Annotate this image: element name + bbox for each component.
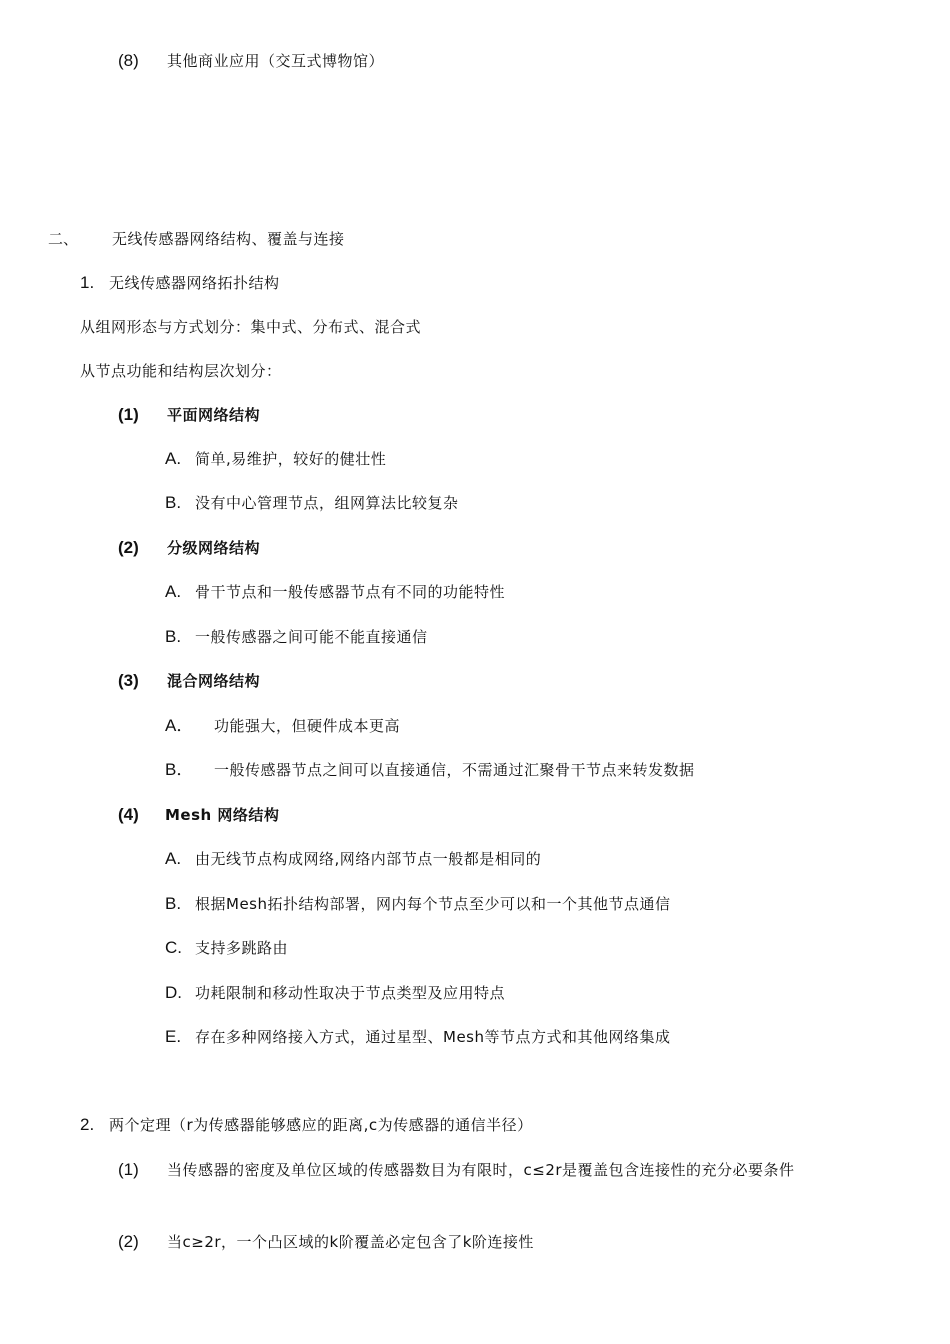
- item-text: 一般传感器之间可能不能直接通信: [195, 628, 428, 646]
- list-item: [118, 51, 384, 71]
- theorem-label: (2): [118, 1232, 139, 1251]
- item-text: 其他商业应用（交互式博物馆）: [167, 52, 385, 70]
- structure-heading: [118, 538, 260, 558]
- list-item: [165, 716, 400, 736]
- list-item: [165, 849, 541, 869]
- theorem-label: (1): [118, 1160, 139, 1179]
- paragraph: [80, 317, 421, 337]
- subsection-number: 2.: [80, 1115, 95, 1134]
- structure-number: (2): [118, 538, 139, 557]
- paragraph-text: 从组网形态与方式划分：集中式、分布式、混合式: [80, 318, 422, 336]
- item-label: C.: [165, 938, 182, 957]
- item-number: (8): [118, 51, 139, 70]
- item-text: 由无线节点构成网络,网络内部节点一般都是相同的: [195, 850, 542, 868]
- list-item: [165, 1027, 671, 1047]
- item-text: 没有中心管理节点，组网算法比较复杂: [195, 494, 459, 512]
- paragraph: [80, 361, 282, 381]
- section-title: 无线传感器网络结构、覆盖与连接: [112, 230, 345, 248]
- item-label: B.: [165, 493, 182, 512]
- paragraph-text: 从节点功能和结构层次划分：: [80, 362, 282, 380]
- item-label: B.: [165, 627, 182, 646]
- item-text: 支持多跳路由: [195, 939, 289, 957]
- section-number: 二、: [48, 230, 79, 248]
- theorem-text: 当c≥2r，一个凸区域的k阶覆盖必定包含了k阶连接性: [167, 1233, 534, 1251]
- structure-title: 平面网络结构: [167, 406, 261, 424]
- item-text: 简单,易维护，较好的健壮性: [195, 450, 387, 468]
- list-item: [165, 493, 459, 513]
- theorem-text: 当传感器的密度及单位区域的传感器数目为有限时，c≤2r是覆盖包含连接性的充分必要条件: [167, 1161, 795, 1179]
- list-item: [165, 760, 695, 780]
- item-text: 根据Mesh拓扑结构部署，网内每个节点至少可以和一个其他节点通信: [195, 895, 671, 913]
- item-text: 骨干节点和一般传感器节点有不同的功能特性: [195, 583, 506, 601]
- item-text: 功能强大，但硬件成本更高: [214, 717, 401, 735]
- structure-title: 分级网络结构: [167, 539, 261, 557]
- item-label: E.: [165, 1027, 182, 1046]
- item-label: D.: [165, 983, 182, 1002]
- theorem-number: [118, 1160, 139, 1180]
- item-label: A.: [165, 849, 182, 868]
- subsection-heading: [80, 273, 280, 293]
- structure-title: Mesh 网络结构: [165, 806, 280, 824]
- list-item: [165, 582, 505, 602]
- structure-number: (1): [118, 405, 139, 424]
- list-item: [165, 938, 288, 958]
- item-label: B.: [165, 894, 182, 913]
- subsection-heading: [80, 1115, 533, 1135]
- item-text: 一般传感器节点之间可以直接通信，不需通过汇聚骨干节点来转发数据: [214, 761, 695, 779]
- structure-title: 混合网络结构: [167, 672, 261, 690]
- subsection-title: 无线传感器网络拓扑结构: [109, 274, 280, 292]
- structure-number: (3): [118, 671, 139, 690]
- subsection-title: 两个定理（r为传感器能够感应的距离,c为传感器的通信半径）: [109, 1116, 533, 1134]
- item-text: 存在多种网络接入方式，通过星型、Mesh等节点方式和其他网络集成: [195, 1028, 671, 1046]
- subsection-number: 1.: [80, 273, 95, 292]
- item-text: 功耗限制和移动性取决于节点类型及应用特点: [195, 984, 506, 1002]
- structure-heading: [118, 805, 279, 825]
- list-item: [165, 983, 505, 1003]
- item-label: B．: [165, 760, 194, 779]
- section-heading: [48, 229, 345, 249]
- list-item: [165, 449, 386, 469]
- list-item: [165, 627, 428, 647]
- list-item: [118, 1232, 534, 1252]
- item-label: A.: [165, 449, 182, 468]
- item-label: A．: [165, 716, 194, 735]
- structure-heading: [118, 671, 260, 691]
- list-item: [165, 894, 671, 914]
- item-label: A.: [165, 582, 182, 601]
- structure-number: (4): [118, 805, 139, 824]
- structure-heading: [118, 405, 260, 425]
